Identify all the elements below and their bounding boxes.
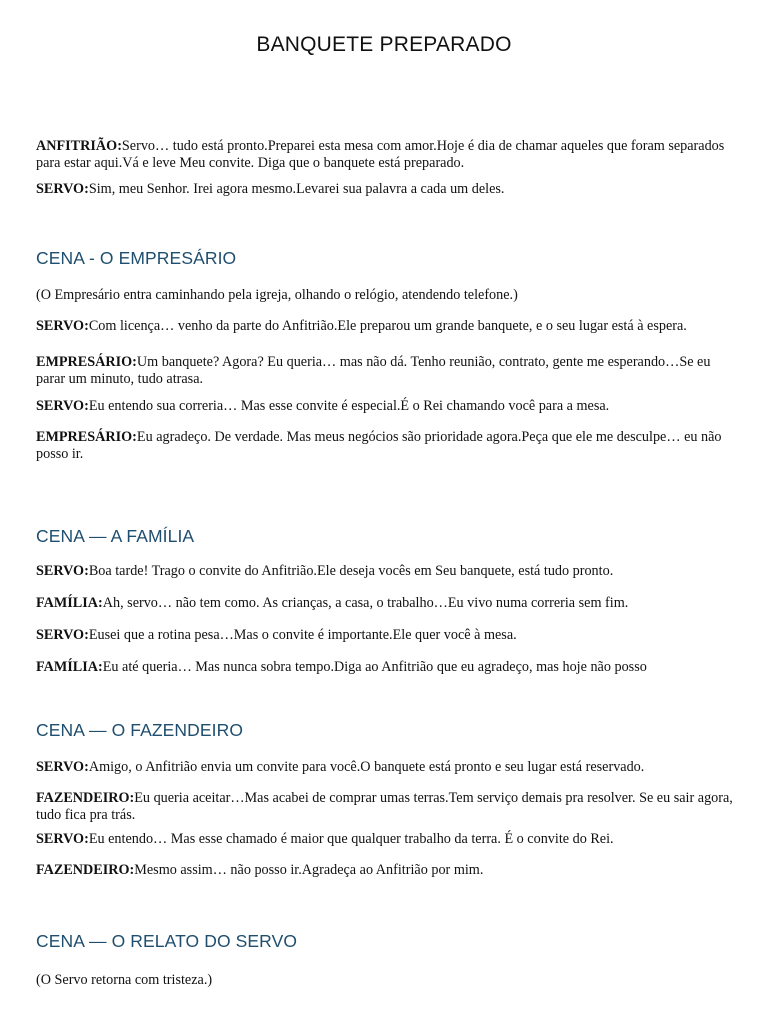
scene-heading-text: CENA — O RELATO DO SERVO — [36, 931, 298, 951]
dialogue-text: Amigo, o Anfitrião envia um convite para você.O banquete está pronto e seu lugar está reservado. — [88, 759, 645, 775]
dialogue-line — [36, 595, 736, 612]
dialogue-line — [36, 398, 736, 415]
dialogue-line — [36, 354, 736, 388]
intro-line — [36, 181, 736, 198]
scene-heading-text: CENA — O FAZENDEIRO — [36, 720, 244, 740]
scene-heading — [36, 720, 736, 741]
speaker-label: SERVO: — [36, 759, 89, 775]
dialogue-line — [36, 759, 736, 776]
document-title: BANQUETE PREPARADO — [256, 33, 512, 56]
dialogue-text: Eu queria aceitar…Mas acabei de comprar umas terras.Tem serviço demais pra resolver. Se eu sair agora, tudo fica pra trás. — [36, 790, 733, 823]
stage-direction-text: (O Servo retorna com tristeza.) — [36, 972, 213, 988]
dialogue-text: Eu agradeço. De verdade. Mas meus negócios são prioridade agora.Peça que ele me desculpe… eu não posso ir. — [36, 429, 722, 462]
dialogue-line — [36, 659, 736, 676]
speaker-label: SERVO: — [36, 831, 89, 847]
speaker-label: SERVO: — [36, 318, 89, 334]
scene-heading — [36, 931, 736, 952]
intro-line — [36, 138, 736, 172]
dialogue-line — [36, 862, 736, 879]
dialogue-text: Servo… tudo está pronto.Preparei esta mesa com amor.Hoje é dia de chamar aqueles que foram separados para estar aqui.Vá e leve Meu convite. Diga que o banquete está preparado. — [36, 138, 725, 171]
speaker-label: FAMÍLIA: — [36, 659, 103, 675]
dialogue-text: Eu entendo… Mas esse chamado é maior que qualquer trabalho da terra. É o convite do Rei. — [88, 831, 614, 847]
speaker-label: FAZENDEIRO: — [36, 790, 135, 806]
stage-direction — [36, 287, 736, 304]
dialogue-line — [36, 429, 736, 463]
dialogue-text: Sim, meu Senhor. Irei agora mesmo.Levarei sua palavra a cada um deles. — [88, 181, 505, 197]
speaker-label: EMPRESÁRIO: — [36, 429, 137, 445]
stage-direction-text: (O Empresário entra caminhando pela igreja, olhando o relógio, atendendo telefone.) — [36, 287, 518, 303]
speaker-label: SERVO: — [36, 181, 89, 197]
speaker-label: EMPRESÁRIO: — [36, 354, 137, 370]
dialogue-text: Eu entendo sua correria… Mas esse convite é especial.É o Rei chamando você para a mesa. — [88, 398, 610, 414]
dialogue-text: Com licença… venho da parte do Anfitrião.Ele preparou um grande banquete, e o seu lugar está à espera. — [88, 318, 687, 334]
scene-heading — [36, 526, 736, 547]
dialogue-text: Um banquete? Agora? Eu queria… mas não dá. Tenho reunião, contrato, gente me esperando…Se eu parar um minuto, tudo atrasa. — [36, 354, 711, 387]
dialogue-line — [36, 790, 736, 824]
dialogue-text: Ah, servo… não tem como. As crianças, a casa, o trabalho…Eu vivo numa correria sem fim. — [102, 595, 629, 611]
scene-heading-text: CENA — A FAMÍLIA — [36, 526, 195, 546]
dialogue-line — [36, 627, 736, 644]
dialogue-text: Eusei que a rotina pesa…Mas o convite é importante.Ele quer você à mesa. — [88, 627, 517, 643]
scene-heading — [36, 248, 736, 269]
dialogue-text: Boa tarde! Trago o convite do Anfitrião.Ele deseja vocês em Seu banquete, está tudo pronto. — [88, 563, 614, 579]
dialogue-text: Eu até queria… Mas nunca sobra tempo.Diga ao Anfitrião que eu agradeço, mas hoje não posso — [102, 659, 647, 675]
scene-heading-text: CENA - O EMPRESÁRIO — [36, 248, 237, 268]
dialogue-line — [36, 318, 736, 335]
dialogue-line — [36, 563, 736, 580]
speaker-label: SERVO: — [36, 398, 89, 414]
speaker-label: FAMÍLIA: — [36, 595, 103, 611]
dialogue-line — [36, 831, 736, 848]
stage-direction — [36, 972, 736, 989]
speaker-label: SERVO: — [36, 563, 89, 579]
dialogue-text: Mesmo assim… não posso ir.Agradeça ao Anfitrião por mim. — [134, 862, 484, 878]
speaker-label: SERVO: — [36, 627, 89, 643]
speaker-label: ANFITRIÃO: — [36, 138, 122, 154]
speaker-label: FAZENDEIRO: — [36, 862, 135, 878]
